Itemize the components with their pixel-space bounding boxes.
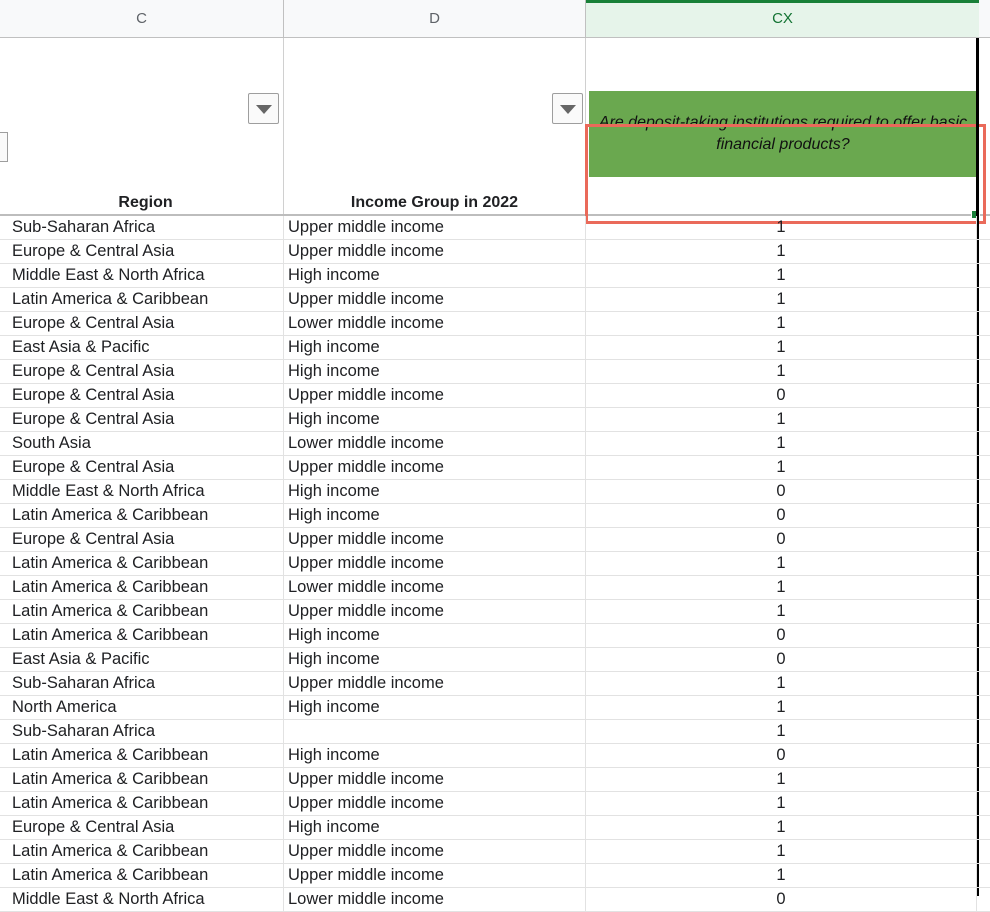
table-row — [0, 552, 990, 576]
income-cell[interactable]: Upper middle income — [284, 768, 586, 791]
value-cell[interactable]: 1 — [586, 600, 977, 623]
table-row — [0, 744, 990, 768]
table-row — [0, 720, 990, 744]
income-cell[interactable]: Upper middle income — [284, 384, 586, 407]
income-cell[interactable] — [284, 720, 586, 743]
income-header-label: Income Group in 2022 — [350, 194, 519, 211]
income-cell[interactable]: High income — [284, 744, 586, 767]
value-cell[interactable]: 1 — [586, 240, 977, 263]
value-cell[interactable]: 1 — [586, 720, 977, 743]
region-cell[interactable]: Europe & Central Asia — [8, 384, 284, 407]
income-cell[interactable]: Lower middle income — [284, 888, 586, 911]
table-row — [0, 888, 990, 912]
column-header-bar — [0, 0, 990, 38]
table-row — [0, 528, 990, 552]
region-cell[interactable]: Latin America & Caribbean — [8, 792, 284, 815]
region-cell[interactable]: Latin America & Caribbean — [8, 576, 284, 599]
table-row — [0, 864, 990, 888]
region-cell[interactable]: Sub-Saharan Africa — [8, 672, 284, 695]
value-cell[interactable]: 0 — [586, 624, 977, 647]
income-cell[interactable]: Upper middle income — [284, 216, 586, 239]
header-cell-income[interactable] — [284, 38, 586, 214]
table-body — [0, 216, 990, 912]
value-cell[interactable]: 1 — [586, 864, 977, 887]
region-cell[interactable]: Latin America & Caribbean — [8, 864, 284, 887]
column-header-c[interactable]: C — [0, 0, 284, 37]
income-cell[interactable]: Upper middle income — [284, 552, 586, 575]
income-cell[interactable]: Upper middle income — [284, 288, 586, 311]
region-cell[interactable]: East Asia & Pacific — [8, 336, 284, 359]
value-cell[interactable]: 1 — [586, 360, 977, 383]
value-cell[interactable]: 1 — [586, 672, 977, 695]
region-cell[interactable]: Europe & Central Asia — [8, 312, 284, 335]
table-row — [0, 456, 990, 480]
region-cell[interactable]: Latin America & Caribbean — [8, 552, 284, 575]
filter-button-partial[interactable] — [0, 132, 8, 162]
value-cell[interactable]: 0 — [586, 744, 977, 767]
region-cell[interactable]: Latin America & Caribbean — [8, 840, 284, 863]
table-row — [0, 408, 990, 432]
value-cell[interactable]: 0 — [586, 504, 977, 527]
table-row — [0, 432, 990, 456]
table-row — [0, 312, 990, 336]
income-cell[interactable]: Upper middle income — [284, 864, 586, 887]
region-cell[interactable]: South Asia — [8, 432, 284, 455]
income-cell[interactable]: High income — [284, 624, 586, 647]
value-cell[interactable]: 1 — [586, 408, 977, 431]
filter-dropdown-icon[interactable] — [248, 93, 279, 124]
region-cell[interactable]: Europe & Central Asia — [8, 528, 284, 551]
income-cell[interactable]: High income — [284, 360, 586, 383]
income-cell[interactable]: High income — [284, 816, 586, 839]
income-cell[interactable]: High income — [284, 264, 586, 287]
table-row — [0, 216, 990, 240]
table-row — [0, 840, 990, 864]
income-cell[interactable]: Lower middle income — [284, 312, 586, 335]
filter-dropdown-icon[interactable] — [552, 93, 583, 124]
income-cell[interactable]: High income — [284, 408, 586, 431]
value-cell[interactable]: 1 — [586, 576, 977, 599]
income-cell[interactable]: Lower middle income — [284, 576, 586, 599]
value-cell[interactable]: 1 — [586, 336, 977, 359]
income-cell[interactable]: Lower middle income — [284, 432, 586, 455]
value-cell[interactable]: 1 — [586, 768, 977, 791]
income-cell[interactable]: Upper middle income — [284, 600, 586, 623]
column-header-cx[interactable]: CX — [586, 0, 979, 37]
income-cell[interactable]: Upper middle income — [284, 240, 586, 263]
table-row — [0, 816, 990, 840]
income-cell[interactable]: High income — [284, 480, 586, 503]
region-cell[interactable]: Latin America & Caribbean — [8, 768, 284, 791]
value-cell[interactable]: 0 — [586, 480, 977, 503]
table-row — [0, 264, 990, 288]
table-row — [0, 384, 990, 408]
column-header-d[interactable]: D — [284, 0, 586, 37]
table-row — [0, 576, 990, 600]
selected-cell-question[interactable]: Are deposit-taking institutions required to offer basic financial products? — [589, 91, 977, 177]
header-cell-region[interactable] — [8, 38, 284, 214]
value-cell[interactable]: 1 — [586, 792, 977, 815]
table-row — [0, 624, 990, 648]
region-cell[interactable]: Europe & Central Asia — [8, 408, 284, 431]
value-cell[interactable]: 1 — [586, 216, 977, 239]
table-row — [0, 696, 990, 720]
region-header-label: Region — [118, 194, 173, 211]
income-cell[interactable]: Upper middle income — [284, 456, 586, 479]
income-cell[interactable]: Upper middle income — [284, 840, 586, 863]
value-cell[interactable]: 0 — [586, 528, 977, 551]
value-cell[interactable]: 1 — [586, 816, 977, 839]
value-cell[interactable]: 0 — [586, 888, 977, 911]
table-row — [0, 648, 990, 672]
region-cell[interactable]: Middle East & North Africa — [8, 888, 284, 911]
income-cell[interactable]: Upper middle income — [284, 672, 586, 695]
region-cell[interactable]: Latin America & Caribbean — [8, 504, 284, 527]
region-cell[interactable]: Europe & Central Asia — [8, 240, 284, 263]
table-row — [0, 480, 990, 504]
value-cell[interactable]: 1 — [586, 552, 977, 575]
region-cell[interactable]: Latin America & Caribbean — [8, 600, 284, 623]
region-cell[interactable]: East Asia & Pacific — [8, 648, 284, 671]
value-cell[interactable]: 1 — [586, 288, 977, 311]
table-row — [0, 672, 990, 696]
value-cell[interactable]: 1 — [586, 264, 977, 287]
value-cell[interactable]: 1 — [586, 432, 977, 455]
region-cell[interactable]: Sub-Saharan Africa — [8, 720, 284, 743]
table-row — [0, 336, 990, 360]
region-cell[interactable]: Europe & Central Asia — [8, 456, 284, 479]
table-row — [0, 768, 990, 792]
income-cell[interactable]: High income — [284, 336, 586, 359]
table-row — [0, 504, 990, 528]
income-cell[interactable]: Upper middle income — [284, 792, 586, 815]
table-row — [0, 600, 990, 624]
region-cell[interactable]: Sub-Saharan Africa — [8, 216, 284, 239]
table-row — [0, 240, 990, 264]
income-cell[interactable]: High income — [284, 504, 586, 527]
income-cell[interactable]: High income — [284, 648, 586, 671]
income-cell[interactable]: High income — [284, 696, 586, 719]
value-cell[interactable]: 1 — [586, 840, 977, 863]
value-cell[interactable]: 1 — [586, 696, 977, 719]
value-cell[interactable]: 1 — [586, 312, 977, 335]
region-cell[interactable]: Latin America & Caribbean — [8, 288, 284, 311]
region-cell[interactable]: Middle East & North Africa — [8, 264, 284, 287]
table-row — [0, 360, 990, 384]
region-cell[interactable]: Middle East & North Africa — [8, 480, 284, 503]
income-cell[interactable]: Upper middle income — [284, 528, 586, 551]
value-cell[interactable]: 1 — [586, 456, 977, 479]
region-cell[interactable]: Europe & Central Asia — [8, 816, 284, 839]
region-cell[interactable]: Latin America & Caribbean — [8, 744, 284, 767]
value-cell[interactable]: 0 — [586, 384, 977, 407]
table-row — [0, 792, 990, 816]
region-cell[interactable]: Latin America & Caribbean — [8, 624, 284, 647]
value-cell[interactable]: 0 — [586, 648, 977, 671]
region-cell[interactable]: Europe & Central Asia — [8, 360, 284, 383]
region-cell[interactable]: North America — [8, 696, 284, 719]
table-row — [0, 288, 990, 312]
